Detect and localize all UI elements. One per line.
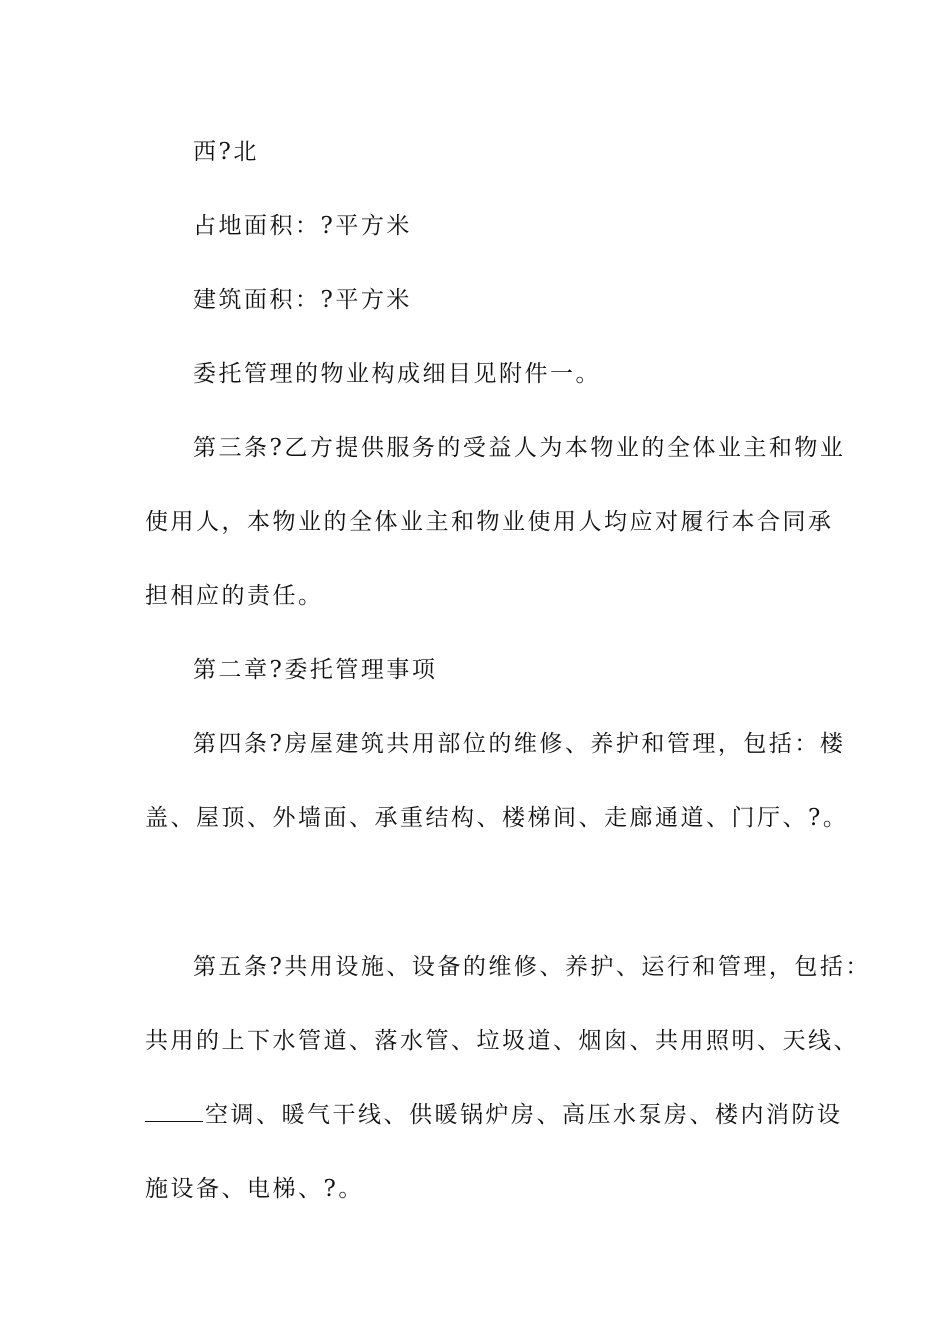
- paragraph-line-2: 占地面积：?平方米: [193, 213, 412, 239]
- paragraph-line-1: 西?北: [193, 139, 259, 165]
- paragraph-line-4: 委托管理的物业构成细目见附件一。: [193, 361, 601, 387]
- paragraph-line-7: 担相应的责任。: [145, 583, 324, 609]
- paragraph-line-12: 共用的上下水管道、落水管、垃圾道、烟囱、共用照明、天线、: [145, 1028, 859, 1054]
- paragraph-line-9: 第四条?房屋建筑共用部位的维修、养护和管理，包括：楼: [193, 731, 846, 757]
- paragraph-line-13: [145, 1100, 843, 1130]
- fill-in-blank: [145, 1101, 203, 1122]
- paragraph-line-5: 第三条?乙方提供服务的受益人为本物业的全体业主和物业: [193, 435, 846, 461]
- chapter-heading: 第二章?委托管理事项: [193, 657, 438, 683]
- paragraph-line-10: 盖、屋顶、外墙面、承重结构、楼梯间、走廊通道、门厅、?。: [145, 805, 849, 831]
- paragraph-line-3: 建筑面积：?平方米: [193, 287, 412, 313]
- paragraph-line-6: 使用人，本物业的全体业主和物业使用人均应对履行本合同承: [145, 509, 834, 535]
- paragraph-line-14: 施设备、电梯、?。: [145, 1176, 364, 1202]
- paragraph-line-11: 第五条?共用设施、设备的维修、养护、运行和管理，包括：: [193, 954, 871, 980]
- paragraph-line-13-text: 空调、暖气干线、供暖锅炉房、高压水泵房、楼内消防设: [205, 1102, 843, 1128]
